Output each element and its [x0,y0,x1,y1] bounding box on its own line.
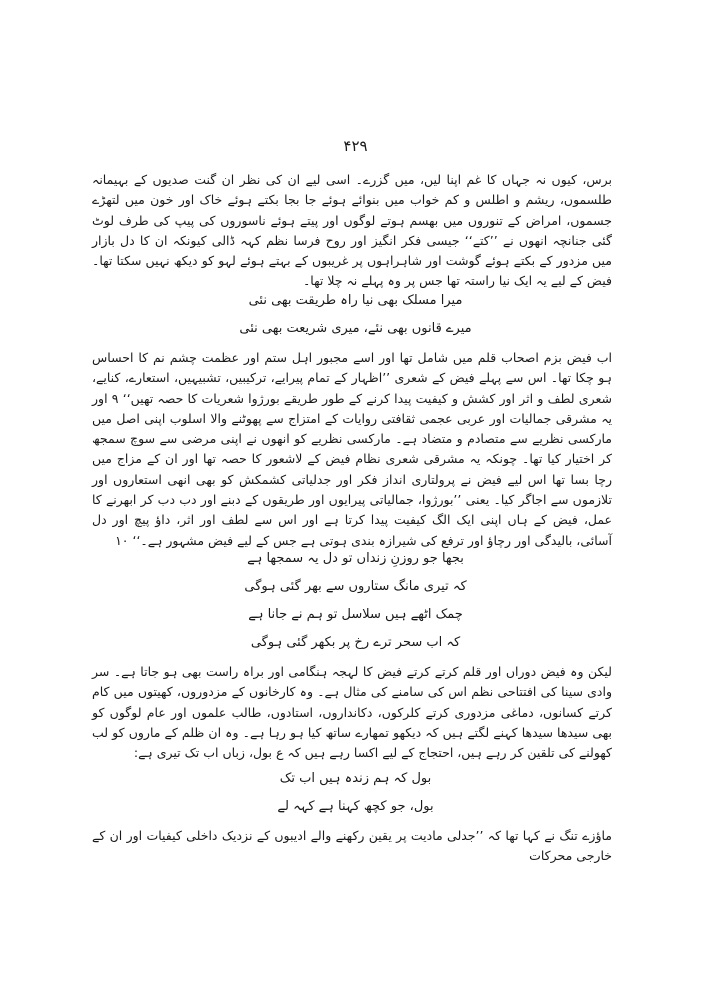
verse-line-3: چمک اٹھے ہیں سلاسل تو ہم نے جانا ہے [248,607,463,622]
paragraph-2: اب فیض بزم اصحاب قلم میں شامل تھا اور اسے مجبور اہل ستم اور عظمت چشم نم کا احساس ہو چکا تھا۔ اس سے پہلے فیض کے شعری ’’اظہار کے تمام پیرایے، ترکیبیں، تشبیہیں، استعارے، کنایے، شعری لطف و اثر اور کشش و کیفیت پیدا کرنے کے طور طریقے بورژوا شعریات کا حصہ تھیں‘‘ ۹ اور یہ مشرقی جمالیات اور عربی عجمی ثقافتی روایات کے امتزاج سے پھوٹنے والا اسلوب اپنی اصل میں مارکسی نظریے سے متصادم و متضاد ہے۔ مارکسی نظریے کو انھوں نے اپنی مرضی سے سوچ سمجھ کر اختیار کیا تھا۔ چونکہ یہ مشرقی شعری نظام فیض کے لاشعور کا حصہ تھا اور ان کے مزاج میں رچا بسا تھا اس لیے فیض نے پرولتاری انداز فکر اور جدلیاتی کشمکش کو بھی انھی استعاروں اور تلازموں سے اجاگر کیا۔ یعنی ’’بورژوا، جمالیاتی پیرایوں اور طریقوں کے دبنے اور دب دب کر ابھرنے کا عمل، فیض کے ہاں اپنی ایک الگ کیفیت پیدا کرتا ہے اور اس سے لطف اور اثر، داؤ پیچ اور دل آسائی، بالیدگی اور رچاؤ اور ترفع کی شیرازہ بندی ہوتی ہے جس کے لیے فیض مشہور ہے۔‘‘ ۱۰ [92,350,612,548]
page-number: ۴۲۹ [343,137,368,155]
couplet-1-line-1: میرا مسلک بھی نیا راہ طریقت بھی نئی [248,293,463,308]
verse-line-2: کہ تیری مانگ ستاروں سے بھر گئی ہوگی [244,579,467,594]
couplet-2-line-1: بول کہ ہم زندہ ہیں اب تک [279,771,432,786]
couplet-2-line-2: بول، جو کچھ کہنا ہے کہہ لے [277,799,434,814]
paragraph-4: ماؤزے تنگ نے کہا تھا کہ ’’جدلی مادیت پر یقین رکھنے والے ادیبوں کے نزدیک داخلی کیفیات اور ان کے خارجی محرکات [92,828,612,864]
couplet-1-line-2: میرے قانوں بھی نئے، میری شریعت بھی نئی [239,321,472,336]
paragraph-3: لیکن وہ فیض دوراں اور قلم کرتے کرتے فیض کا لہجہ ہنگامی اور براہ راست بھی ہو جاتا ہے۔ سر وادی سینا کی افتتاحی نظم اس کی سامنے کی مثال ہے۔ وہ کارخانوں کے مزدوروں، کھیتوں میں کام کرتے کسانوں، دماغی مزدوری کرتے کلرکوں، دکانداروں، استادوں، طالب علموں اور عام لوگوں کو بھی سیدھا سیدھا کہنے لگتے ہیں کہ دیکھو تمھارے ساتھ کیا ہو رہا ہے۔ وہ ان ظلم کے ماروں کو لب کھولنے کی تلقین کر رہے ہیں، احتجاج کے لیے اکسا رہے ہیں کہ ع بول، زباں اب تک تیری ہے: [92,664,612,761]
verse-line-1: بجھا جو روزنِ زنداں تو دل یہ سمجھا ہے [247,551,464,566]
paragraph-1: برس، کیوں نہ جہاں کا غم اپنا لیں، میں گزرے۔ اسی لیے ان کی نظر ان گنت صدیوں کے بہیمانہ طلسموں، ریشم و اطلس و کم خواب میں بنوائے ہوئے جا بجا بکتے ہوئے خاک اور خون میں لتھڑے جسموں، امراض کے تنوروں میں بھسم ہوتے لوگوں اور پیتے ہوئے ناسوروں کی پیپ کی طرف لوٹ گئی جنانچہ انھوں نے ’’کتے‘‘ جیسی فکر انگیز اور روح فرسا نظم کہہ ڈالی کیونکہ ان کا دل بازار میں مزدور کے بکتے ہوئے گوشت اور شاہراہوں پر غریبوں کے بہتے ہوئے لہو کو دیکھ نہیں سکتا تھا۔ فیض کے لیے یہ ایک نیا راستہ تھا جس پر وہ پہلے نہ چلا تھا۔ [92,172,612,289]
verse-line-4: کہ اب سحر ترے رخ پر بکھر گئی ہوگی [250,635,461,650]
